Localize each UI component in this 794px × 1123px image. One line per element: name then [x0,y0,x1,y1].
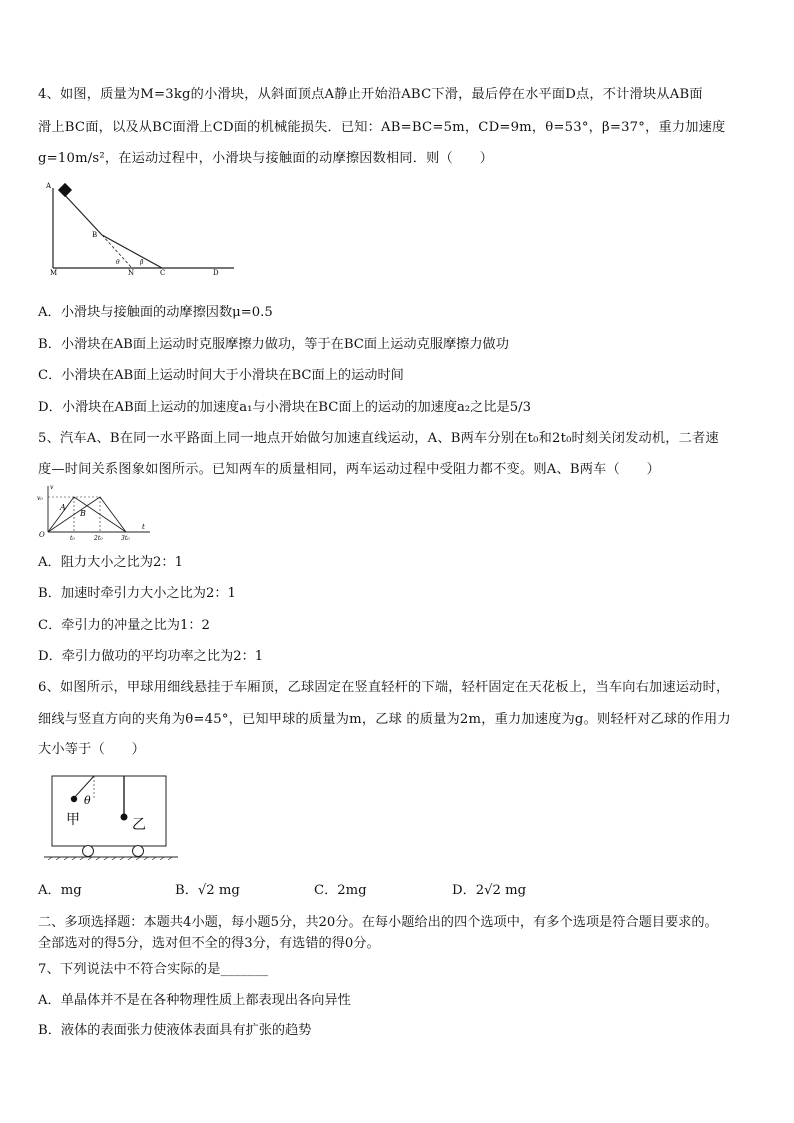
q4-label-b: B [92,231,98,239]
q6-line-3: 大小等于（ ） [38,742,146,757]
q4-option-d: D．小滑块在AB面上运动的加速度a₁与小滑块在BC面上的运动的加速度a₂之比是5/3 [38,400,531,415]
q4-label-n: N [128,269,135,275]
q6-option-b: B．√2 mg [175,883,240,898]
q4-label-a: A [46,182,52,190]
q5-label-a: A [60,503,66,512]
q6-option-a: A．mg [38,883,82,898]
q6-wheel-right [133,846,144,857]
q5-label-o: O [39,531,45,539]
q6-label-jia: 甲 [66,812,80,828]
q4-label-d: D [213,269,219,275]
q4-figure [40,180,240,275]
q6-figure [44,770,180,860]
q5-option-b: B．加速时牵引力大小之比为2：1 [38,586,236,601]
q4-label-m: M [50,269,58,275]
q5-label-v0: v₀ [37,495,43,502]
q5-label-2t0: 2t₀ [94,535,103,542]
q6-line-1: 6、如图所示，甲球用细线悬挂于车厢顶，乙球固定在竖直轻杆的下端，轻杆固定在天花板上，当车向右加速运动时， [38,680,730,695]
q4-label-beta: β [140,259,144,266]
q4-option-b: B．小滑块在AB面上运动时克服摩擦力做功，等于在BC面上运动克服摩擦力做功 [38,337,509,352]
q5-option-a: A．阻力大小之比为2：1 [38,555,183,570]
q5-label-3t0: 3t₀ [121,535,130,542]
q6-ball-jia [71,796,77,802]
q4-line-3: g=10m/s²，在运动过程中，小滑块与接触面的动摩擦因数相同．则（ ） [38,151,494,166]
q4-line-2: 滑上BC面，以及从BC面滑上CD面的机械能损失．已知：AB=BC=5m，CD=9m，θ=53°，β=37°，重力加速度 [38,120,726,135]
q7-option-a: A．单晶体并不是在各种物理性质上都表现出各向异性 [38,993,351,1008]
q4-block [58,183,72,197]
q5-line-2: 度—时间关系图象如图所示。已知两车的质量相同，两车运动过程中受阻力都不变。则A、B两车（ ） [38,462,661,477]
q5-option-c: C．牵引力的冲量之比为1：2 [38,618,210,633]
q5-line-1: 5、汽车A、B在同一水平路面上同一地点开始做匀加速直线运动，A、B两车分别在t₀和2t₀时刻关闭发动机，二者速 [38,431,719,446]
q6-label-theta: θ [84,794,91,807]
q4-slope-ab [62,192,102,235]
q6-car-body [52,776,166,846]
q4-option-c: C．小滑块在AB面上运动时间大于小滑块在BC面上的运动时间 [38,368,404,383]
q5-label-b: B [80,509,86,518]
q6-option-c: C．2mg [314,883,367,898]
q5-label-v: v [50,484,54,491]
section2-line-1: 二、多项选择题：本题共4小题，每小题5分，共20分。在每小题给出的四个选项中，有多个选项是符合题目要求的。 [38,915,718,930]
section2-line-2: 全部选对的得5分，选对但不全的得3分，有选错的得0分。 [38,936,380,951]
q5-label-t: t [142,523,145,531]
q5-label-t0: t₀ [70,535,75,542]
q6-option-d: D．2√2 mg [452,883,527,898]
q6-ball-yi [121,814,128,821]
q4-slope-bc [102,235,162,268]
q4-line-1: 4、如图，质量为M=3kg的小滑块，从斜面顶点A静止开始沿ABC下滑，最后停在水平面D点，不计滑块从AB面 [38,87,703,102]
q4-label-theta: θ [116,259,120,266]
q5-vt-graph [36,482,156,542]
q6-line-2: 细线与竖直方向的夹角为θ=45°，已知甲球的质量为m，乙球 的质量为2m，重力加速度为g。则轻杆对乙球的作用力 [38,712,731,727]
q6-label-yi: 乙 [132,817,146,833]
q7-stem: 7、下列说法中不符合实际的是_______ [38,962,269,977]
q7-option-b: B．液体的表面张力使液体表面具有扩张的趋势 [38,1023,312,1038]
q4-label-c: C [160,269,166,275]
q5-option-d: D．牵引力做功的平均功率之比为2：1 [38,649,264,664]
q6-wheel-left [83,846,94,857]
q4-option-a: A．小滑块与接触面的动摩擦因数μ=0.5 [38,305,273,320]
